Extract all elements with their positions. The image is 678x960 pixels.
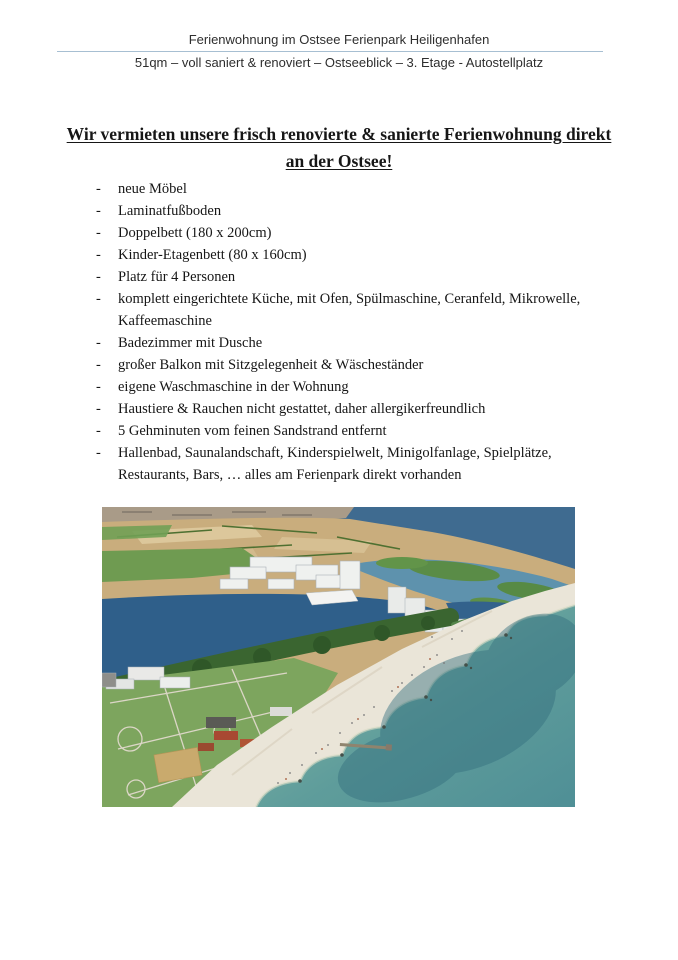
header-title: Ferienwohnung im Ostsee Ferienpark Heiligenhafen xyxy=(188,32,490,47)
bullet-marker: - xyxy=(96,203,101,219)
list-item-text: eigene Waschmaschine in der Wohnung xyxy=(118,379,349,395)
page-title xyxy=(59,121,619,175)
list-item-text: Laminatfußboden xyxy=(118,203,222,219)
list-item-text: Kinder-Etagenbett (80 x 160cm) xyxy=(118,247,307,263)
list-item xyxy=(96,442,601,486)
bullet-marker: - xyxy=(96,181,101,197)
list-item xyxy=(96,244,601,266)
feature-list xyxy=(96,178,601,486)
bullet-marker: - xyxy=(96,335,101,351)
list-item xyxy=(96,200,601,222)
list-item-text: komplett eingerichtete Küche, mit Ofen, Spülmaschine, Ceranfeld, Mikrowelle, Kaffeemaschine xyxy=(118,291,581,329)
list-item-text: Haustiere & Rauchen nicht gestattet, daher allergikerfreundlich xyxy=(118,401,486,417)
header-subtitle: 51qm – voll saniert & renoviert – Ostseeblick – 3. Etage - Autostellplatz xyxy=(134,55,544,70)
aerial-photo xyxy=(102,507,575,807)
list-item-text: Hallenbad, Saunalandschaft, Kinderspielwelt, Minigolfanlage, Spielplätze, Restaurants, Bars, … alles am Ferienpark direkt vorhanden xyxy=(118,445,552,483)
list-item xyxy=(96,420,601,442)
list-item xyxy=(96,178,601,200)
bullet-marker: - xyxy=(96,357,101,373)
list-item xyxy=(96,266,601,288)
list-item-text: Platz für 4 Personen xyxy=(118,269,236,285)
bullet-marker: - xyxy=(96,423,101,439)
list-item xyxy=(96,398,601,420)
bullet-marker: - xyxy=(96,247,101,263)
header-divider xyxy=(57,51,603,52)
bullet-marker: - xyxy=(96,291,101,307)
list-item xyxy=(96,222,601,244)
list-item xyxy=(96,376,601,398)
list-item xyxy=(96,288,601,332)
bullet-marker: - xyxy=(96,269,101,285)
list-item xyxy=(96,332,601,354)
list-item-text: neue Möbel xyxy=(118,181,187,197)
page-title-line1: Wir vermieten unsere frisch renovierte & sanierte Ferienwohnung direkt xyxy=(66,124,612,144)
list-item xyxy=(96,354,601,376)
list-item-text: großer Balkon mit Sitzgelegenheit & Wäscheständer xyxy=(118,357,424,373)
bullet-marker: - xyxy=(96,225,101,241)
list-item-text: Doppelbett (180 x 200cm) xyxy=(118,225,272,241)
bullet-marker: - xyxy=(96,445,101,461)
bullet-marker: - xyxy=(96,379,101,395)
bullet-marker: - xyxy=(96,401,101,417)
page-title-line2: an der Ostsee! xyxy=(285,151,393,171)
list-item-text: Badezimmer mit Dusche xyxy=(118,335,263,351)
doc-header xyxy=(0,0,678,70)
list-item-text: 5 Gehminuten vom feinen Sandstrand entfernt xyxy=(118,423,387,439)
aerial-photo-illustration xyxy=(102,507,575,807)
